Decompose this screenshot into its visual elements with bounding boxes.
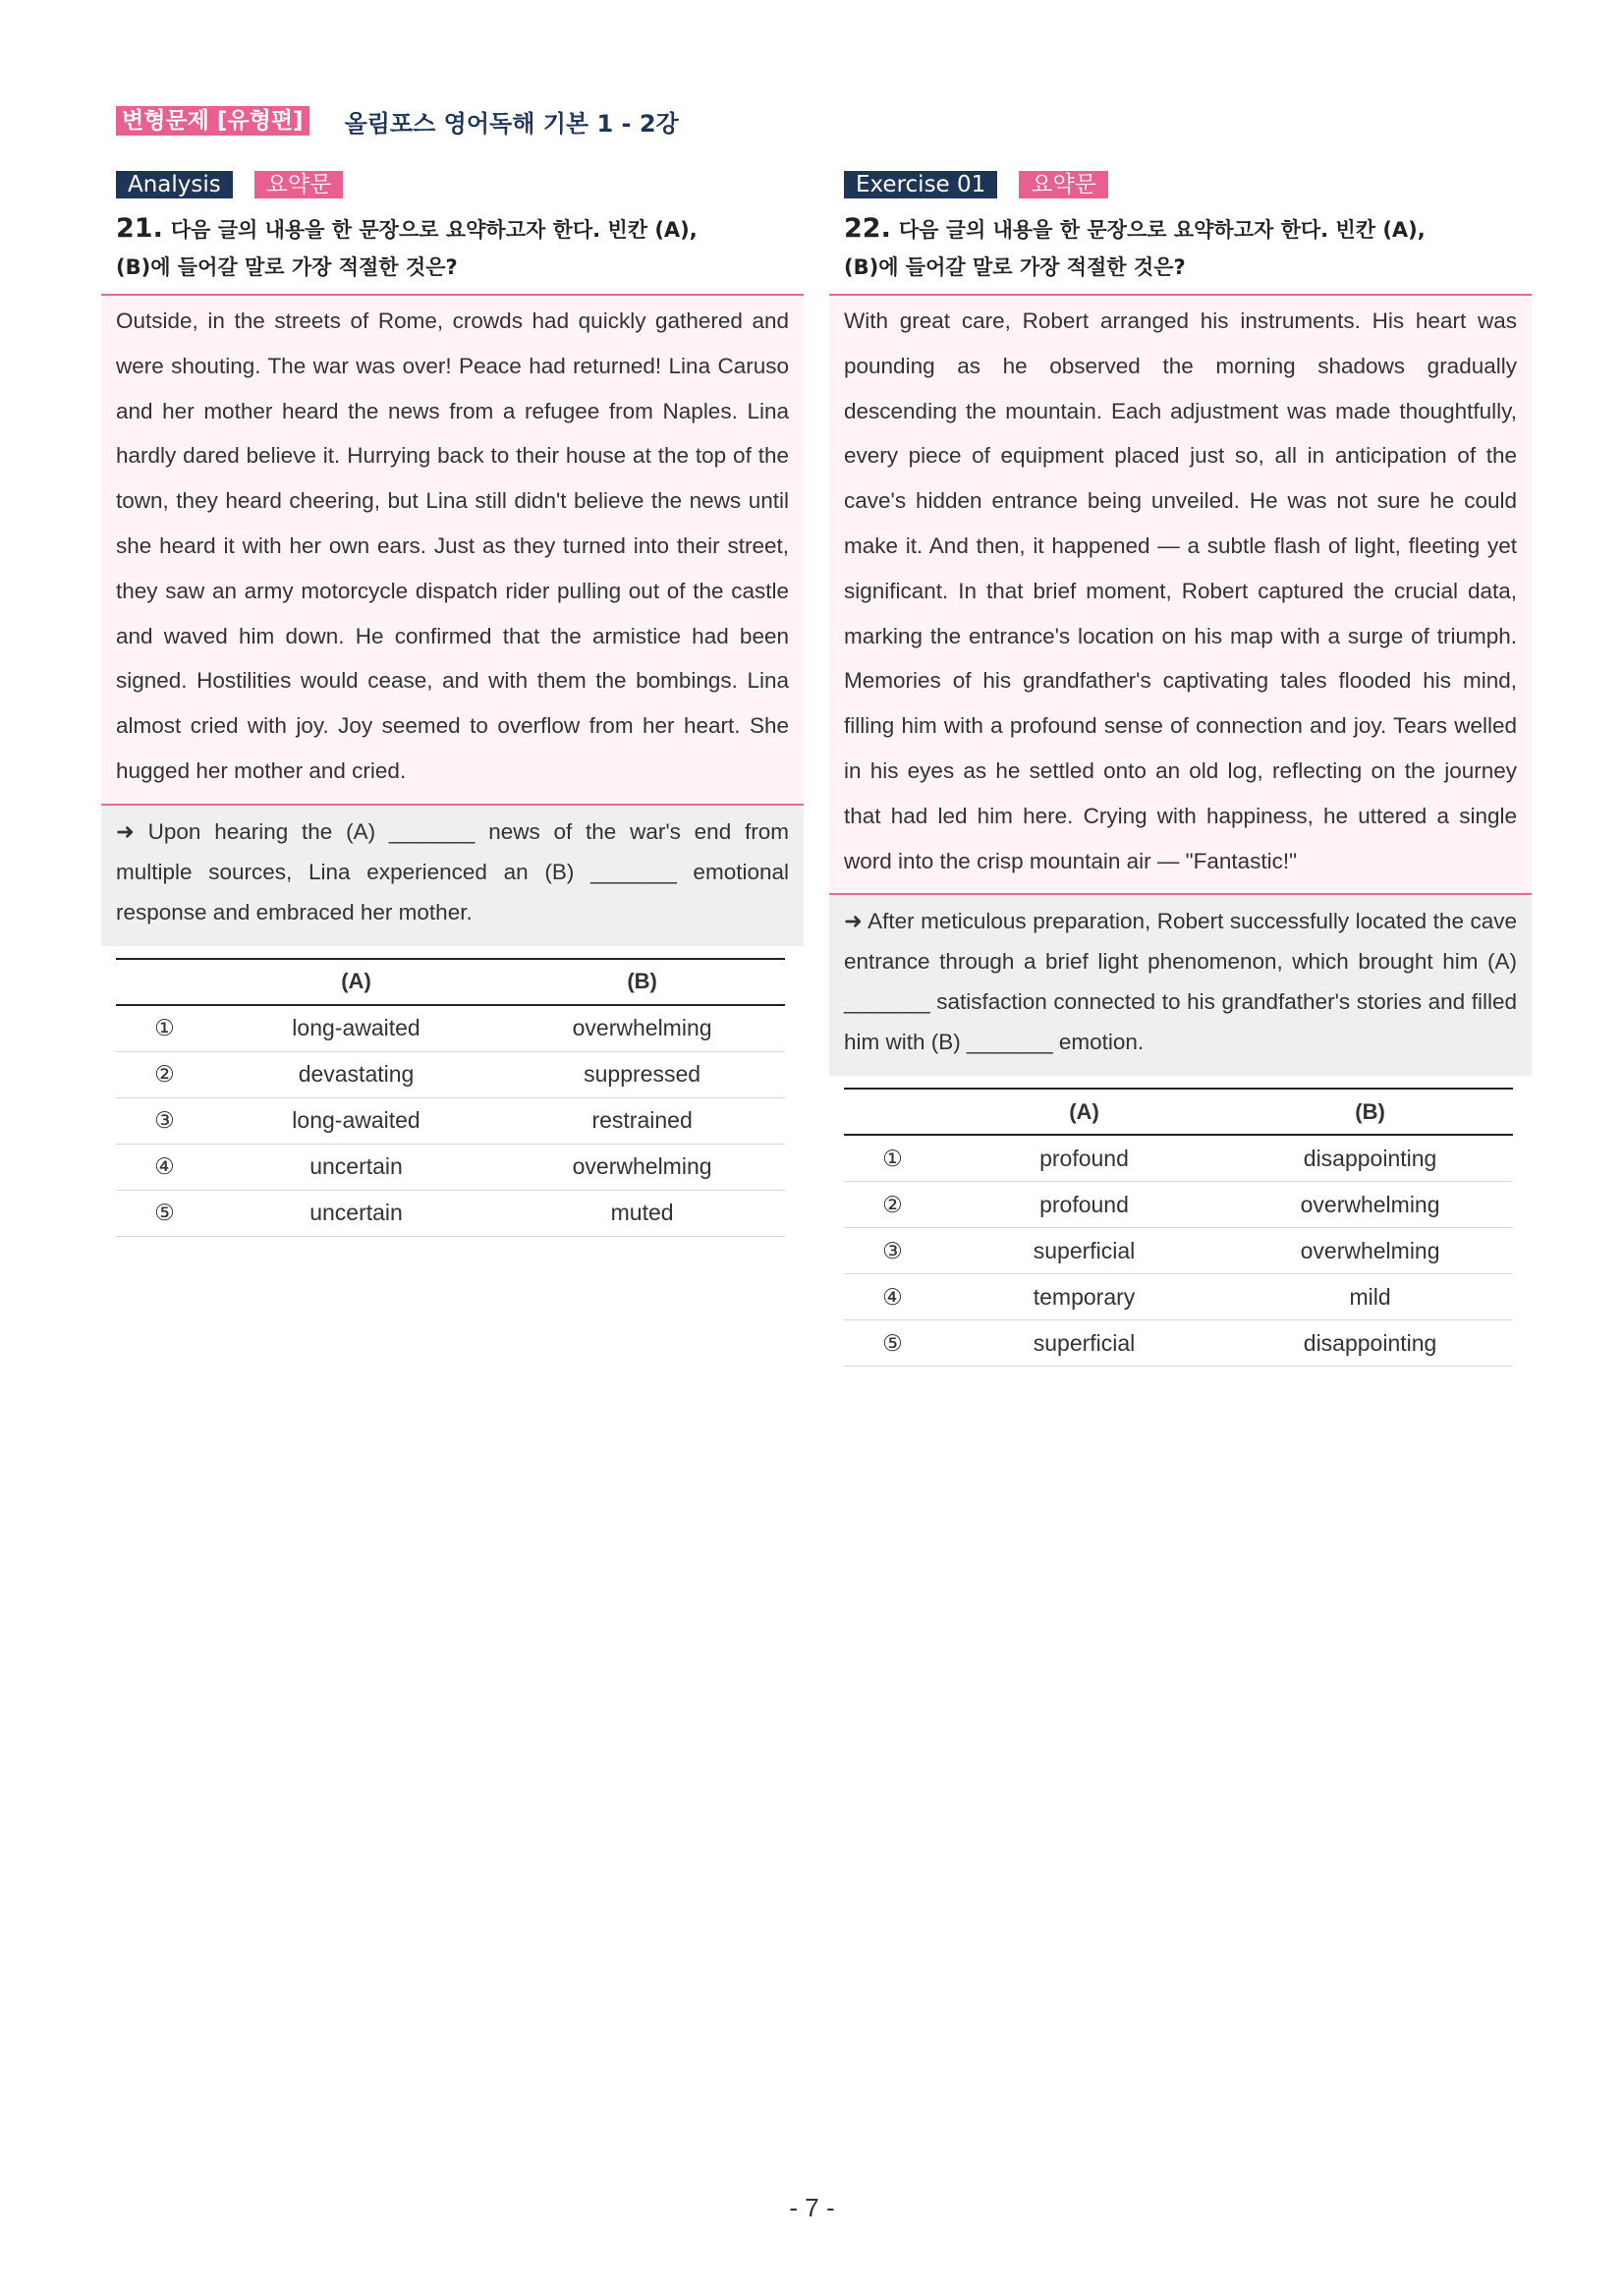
choice-a: temporary <box>941 1274 1227 1320</box>
choice-number: ① <box>844 1135 941 1182</box>
choice-a: devastating <box>213 1051 499 1097</box>
section-badge: 변형문제 [유형편] <box>116 106 309 136</box>
choice-number: ② <box>844 1182 941 1228</box>
question-prompt <box>116 210 806 286</box>
question-22-column <box>844 171 1534 1367</box>
choice-number: ④ <box>116 1144 213 1190</box>
summary-sentence: ➜ After meticulous preparation, Robert successfully located the cave entrance through a brief light phenomenon, which brought him (A) _______ satisfaction connected to his grandfather's stories and filled him with (B) _______ emotion. <box>829 895 1532 1076</box>
choice-b: disappointing <box>1227 1135 1513 1182</box>
choice-row[interactable] <box>116 1005 785 1052</box>
question-21-column <box>116 171 806 1237</box>
answer-choices-table <box>844 1088 1513 1367</box>
choice-a: profound <box>941 1135 1227 1182</box>
question-number: 22. <box>844 213 891 244</box>
choice-row[interactable] <box>844 1182 1513 1228</box>
question-prompt <box>844 210 1534 286</box>
choice-a: long-awaited <box>213 1005 499 1052</box>
choice-a: superficial <box>941 1320 1227 1367</box>
column-b-header: (B) <box>1227 1089 1513 1135</box>
choice-b: mild <box>1227 1274 1513 1320</box>
question-number: 21. <box>116 213 163 244</box>
column-b-header: (B) <box>499 959 785 1005</box>
summary-type-tag: 요약문 <box>254 171 344 198</box>
choice-b: overwhelming <box>499 1144 785 1190</box>
choice-a: uncertain <box>213 1144 499 1190</box>
choice-number: ④ <box>844 1274 941 1320</box>
column-a-header: (A) <box>941 1089 1227 1135</box>
choice-row[interactable] <box>844 1228 1513 1274</box>
summary-type-tag: 요약문 <box>1019 171 1108 198</box>
book-title: 올림포스 영어독해 기본 1 - 2강 <box>344 109 679 138</box>
choice-number: ③ <box>844 1228 941 1274</box>
choice-row[interactable] <box>844 1274 1513 1320</box>
question-text-line2: (B)에 들어갈 말로 가장 적절한 것은? <box>116 255 458 279</box>
table-header-row <box>116 959 785 1005</box>
exercise-tag: Exercise 01 <box>844 171 997 198</box>
choice-row[interactable] <box>116 1190 785 1236</box>
analysis-tag: Analysis <box>116 171 233 198</box>
choice-row[interactable] <box>844 1135 1513 1182</box>
choice-number: ③ <box>116 1097 213 1144</box>
table-header-row <box>844 1089 1513 1135</box>
choice-number: ⑤ <box>116 1190 213 1236</box>
choice-number: ⑤ <box>844 1320 941 1367</box>
choice-a: uncertain <box>213 1190 499 1236</box>
choice-b: restrained <box>499 1097 785 1144</box>
reading-passage: Outside, in the streets of Rome, crowds had quickly gathered and were shouting. The war was over! Peace had returned! Lina Caruso and her mother heard the news from a refugee from Naples. Lina hardly dared believe it. Hurrying back to their house at the top of the town, they heard cheering, but Lina still didn't believe the news until she heard it with her own ears. Just as they turned into their street, they saw an army motorcycle dispatch rider pulling out of the castle and waved him down. He confirmed that the armistice had been signed. Hostilities would cease, and with them the bombings. Lina almost cried with joy. Joy seemed to overflow from her heart. She hugged her mother and cried. <box>101 294 804 806</box>
choice-row[interactable] <box>844 1320 1513 1367</box>
page-number: - 7 - <box>789 2193 835 2222</box>
choice-number: ② <box>116 1051 213 1097</box>
choice-a: long-awaited <box>213 1097 499 1144</box>
choice-b: overwhelming <box>1227 1228 1513 1274</box>
question-text-line1: 다음 글의 내용을 한 문장으로 요약하고자 한다. 빈칸 (A), <box>898 218 1426 242</box>
choice-row[interactable] <box>116 1097 785 1144</box>
choice-b: muted <box>499 1190 785 1236</box>
summary-sentence: ➜ Upon hearing the (A) _______ news of the war's end from multiple sources, Lina experienced an (B) _______ emotional response and embraced her mother. <box>101 806 804 946</box>
choice-row[interactable] <box>116 1051 785 1097</box>
choice-b: disappointing <box>1227 1320 1513 1367</box>
question-text-line2: (B)에 들어갈 말로 가장 적절한 것은? <box>844 255 1186 279</box>
choice-a: profound <box>941 1182 1227 1228</box>
choice-b: overwhelming <box>1227 1182 1513 1228</box>
choice-number: ① <box>116 1005 213 1052</box>
choice-a: superficial <box>941 1228 1227 1274</box>
page-header <box>116 104 679 138</box>
choice-row[interactable] <box>116 1144 785 1190</box>
choice-b: overwhelming <box>499 1005 785 1052</box>
column-a-header: (A) <box>213 959 499 1005</box>
answer-choices-table <box>116 958 785 1237</box>
question-tags <box>844 171 1534 198</box>
question-tags <box>116 171 806 198</box>
choice-b: suppressed <box>499 1051 785 1097</box>
reading-passage: With great care, Robert arranged his instruments. His heart was pounding as he observed the morning shadows gradually descending the mountain. Each adjustment was made thoughtfully, every piece of equipment placed just so, all in anticipation of the cave's hidden entrance being unveiled. He was not sure he could make it. And then, it happened — a subtle flash of light, fleeting yet significant. In that brief moment, Robert captured the crucial data, marking the entrance's location on his map with a surge of triumph. Memories of his grandfather's captivating tales flooded his mind, filling him with a profound sense of connection and joy. Tears welled in his eyes as he settled onto an old log, reflecting on the journey that had led him here. Crying with happiness, he uttered a single word into the crisp mountain air — "Fantastic!" <box>829 294 1532 895</box>
question-text-line1: 다음 글의 내용을 한 문장으로 요약하고자 한다. 빈칸 (A), <box>170 218 698 242</box>
